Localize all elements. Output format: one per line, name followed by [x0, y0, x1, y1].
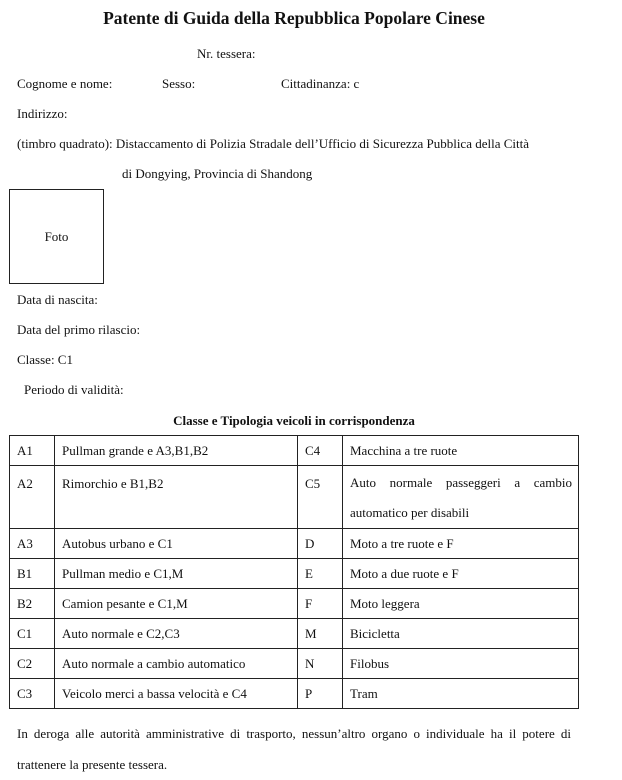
class-description: Macchina a tre ruote: [343, 436, 579, 466]
footer-note: In deroga alle autorità amministrative di trasporto, nessun’altro organo o individuale ha il potere di trattenere la presente tessera.: [17, 726, 571, 772]
class-description: Rimorchio e B1,B2: [55, 466, 298, 529]
class-description: Bicicletta: [343, 619, 579, 649]
class-code: E: [298, 559, 343, 589]
first-issue-label: Data del primo rilascio:: [17, 322, 141, 337]
document-title: Patente di Guida della Repubblica Popolare Cinese: [103, 8, 485, 28]
class-code: P: [298, 679, 343, 709]
address-label: Indirizzo:: [17, 106, 68, 121]
table-row: [10, 619, 579, 649]
class-description: Veicolo merci a bassa velocità e C4: [55, 679, 298, 709]
table-title: Classe e Tipologia veicoli in corrispondenza: [173, 413, 415, 428]
class-label: Classe: C1: [17, 352, 73, 367]
name-label: Cognome e nome:: [17, 76, 113, 91]
photo-label: Foto: [44, 228, 69, 244]
citizenship-label: Cittadinanza: c: [281, 76, 360, 91]
validity-label: Periodo di validità:: [24, 382, 124, 397]
birth-date-label: Data di nascita:: [17, 292, 98, 307]
class-description: Pullman medio e C1,M: [55, 559, 298, 589]
class-description: Filobus: [343, 649, 579, 679]
table-row: [10, 529, 579, 559]
class-description: Pullman grande e A3,B1,B2: [55, 436, 298, 466]
card-number-label: Nr. tessera:: [197, 46, 256, 61]
class-description: Tram: [343, 679, 579, 709]
class-description: Auto normale e C2,C3: [55, 619, 298, 649]
class-description: Moto a due ruote e F: [343, 559, 579, 589]
class-code: A3: [10, 529, 55, 559]
table-row: [10, 466, 579, 529]
class-description: Camion pesante e C1,M: [55, 589, 298, 619]
class-code: F: [298, 589, 343, 619]
class-code: N: [298, 649, 343, 679]
class-description: Moto leggera: [343, 589, 579, 619]
photo-box: [9, 189, 104, 284]
class-code: B1: [10, 559, 55, 589]
class-code: A1: [10, 436, 55, 466]
class-description: Auto normale passeggeri a cambio automatico per disabili: [343, 466, 579, 529]
stamp-line-1: (timbro quadrato): Distaccamento di Polizia Stradale dell’Ufficio di Sicurezza Pubblica della Città: [17, 136, 530, 151]
class-description: Autobus urbano e C1: [55, 529, 298, 559]
class-code: C4: [298, 436, 343, 466]
sex-label: Sesso:: [162, 76, 196, 91]
table-row: [10, 649, 579, 679]
class-code: C3: [10, 679, 55, 709]
class-code: B2: [10, 589, 55, 619]
class-description: Moto a tre ruote e F: [343, 529, 579, 559]
vehicle-class-table: [9, 435, 579, 709]
class-code: D: [298, 529, 343, 559]
class-code: A2: [10, 466, 55, 529]
class-code: C1: [10, 619, 55, 649]
class-code: C5: [298, 466, 343, 529]
table-row: [10, 679, 579, 709]
stamp-line-2: di Dongying, Provincia di Shandong: [122, 166, 313, 181]
table-row: [10, 436, 579, 466]
table-row: [10, 559, 579, 589]
table-row: [10, 589, 579, 619]
class-code: C2: [10, 649, 55, 679]
class-code: M: [298, 619, 343, 649]
class-description: Auto normale a cambio automatico: [55, 649, 298, 679]
